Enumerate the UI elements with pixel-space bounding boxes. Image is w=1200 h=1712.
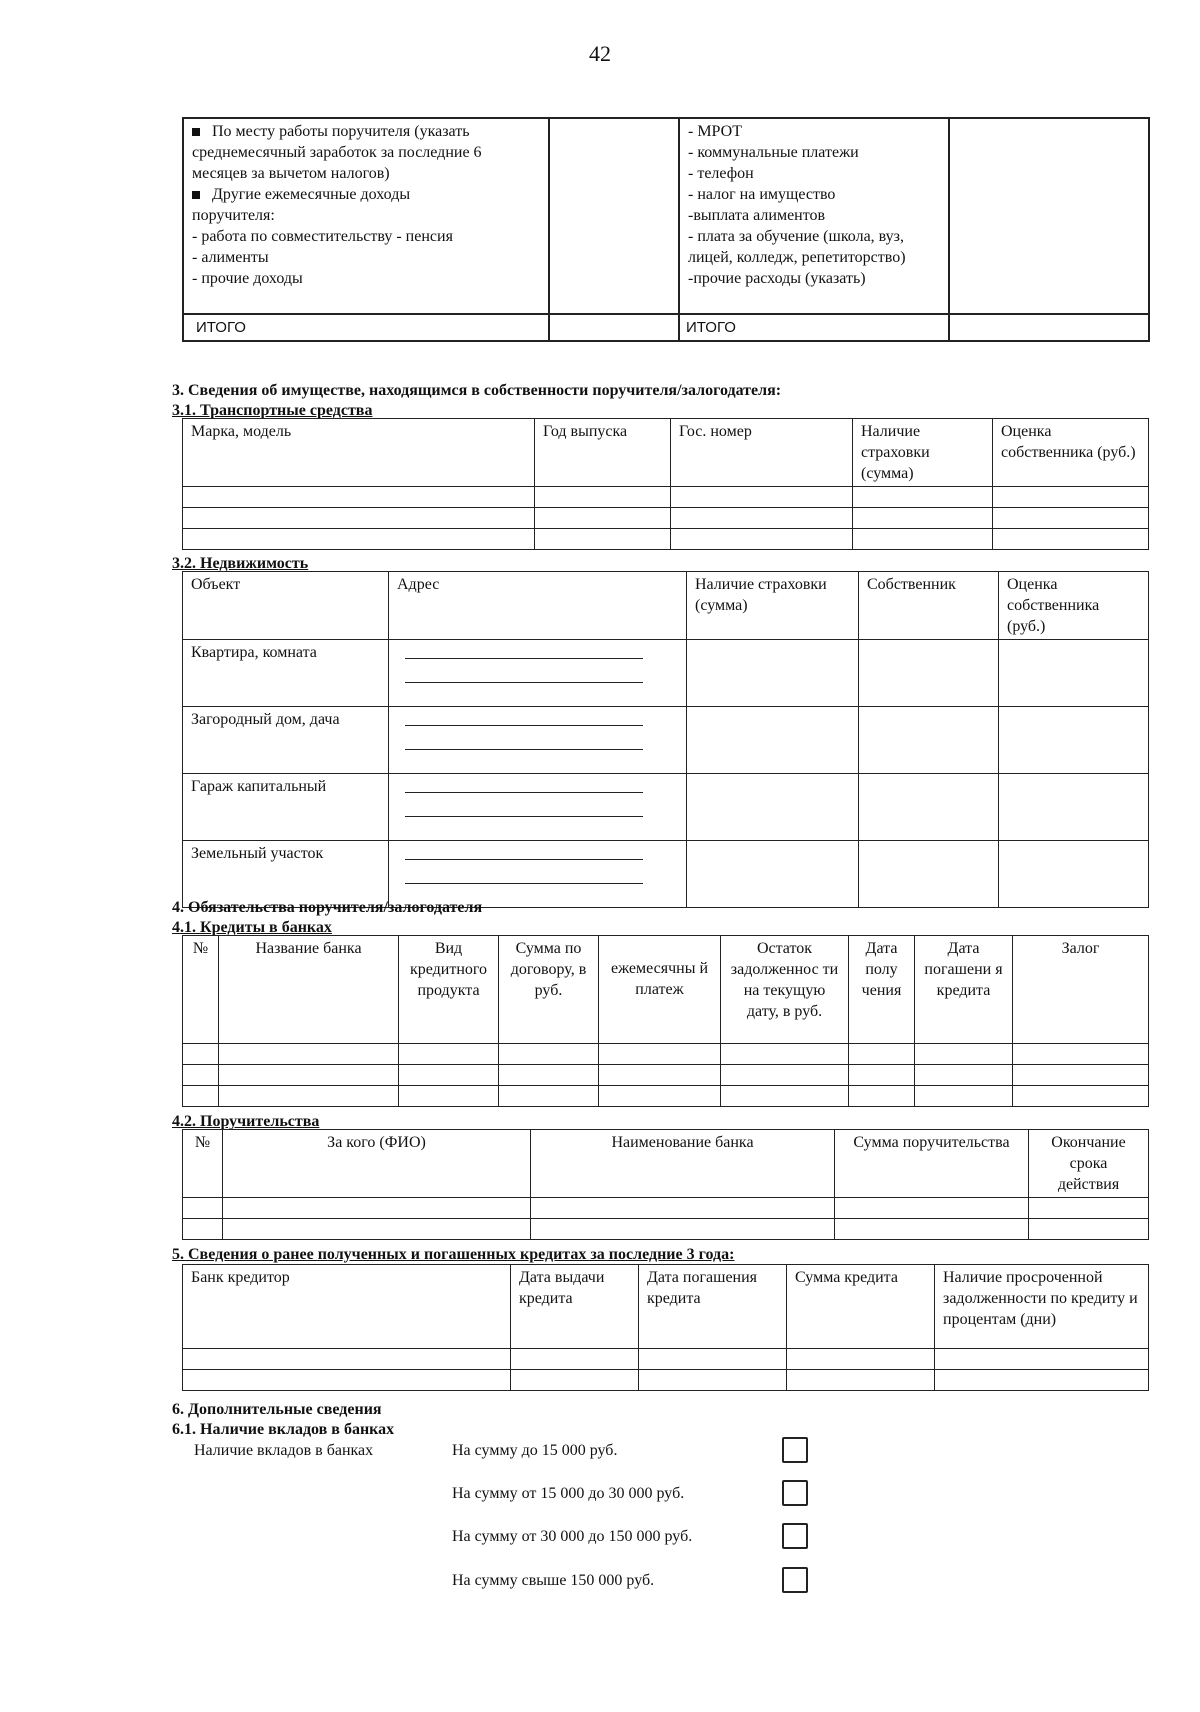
deposit-option-label: На сумму от 30 000 до 150 000 руб. [452, 1528, 693, 1545]
income-total-value[interactable] [549, 314, 679, 341]
table-cell[interactable] [1013, 1086, 1149, 1107]
table-cell[interactable] [935, 1349, 1149, 1370]
income-expense-table [182, 117, 1150, 342]
col-header: № [183, 936, 219, 1044]
address-cell[interactable] [389, 640, 687, 707]
vehicles-table [182, 418, 1149, 550]
table-row [183, 1349, 1149, 1370]
expense-line: лицей, колледж, репетиторство) [688, 249, 906, 266]
table-cell[interactable] [849, 1086, 915, 1107]
table-cell[interactable] [687, 841, 859, 908]
table-cell[interactable] [183, 487, 535, 508]
col-header: Наличие просроченной задолженности по кредиту и процентам (дни) [935, 1265, 1149, 1349]
table-cell[interactable] [499, 1086, 599, 1107]
expense-items-cell [679, 118, 949, 314]
col-header: Год выпуска [535, 419, 671, 487]
deposit-option-checkbox[interactable] [782, 1567, 808, 1593]
expense-line: - плата за обучение (школа, вуз, [688, 228, 904, 245]
table-cell[interactable] [999, 774, 1149, 841]
col-header: ежемесячны й платеж [599, 936, 721, 1044]
table-cell[interactable] [853, 529, 993, 550]
expense-amount-cell[interactable] [949, 118, 1149, 314]
col-header: Дата выдачи кредита [511, 1265, 639, 1349]
col-header: Адрес [389, 572, 687, 640]
deposit-option-checkbox[interactable] [782, 1437, 808, 1463]
income-line: По месту работы поручителя (указать [192, 121, 540, 142]
table-cell[interactable] [849, 1065, 915, 1086]
table-cell[interactable] [639, 1349, 787, 1370]
table-cell[interactable] [183, 1370, 511, 1391]
table-cell[interactable] [1013, 1044, 1149, 1065]
table-cell[interactable] [183, 508, 535, 529]
table-cell[interactable] [721, 1086, 849, 1107]
income-total-label: ИТОГО [183, 314, 549, 341]
table-cell[interactable] [1013, 1065, 1149, 1086]
expense-total-value[interactable] [949, 314, 1149, 341]
page-number: 42 [589, 41, 611, 66]
col-header: Сумма кредита [787, 1265, 935, 1349]
col-header: Остаток задолженнос ти на текущую дату, в руб. [721, 936, 849, 1044]
table-cell[interactable] [183, 1198, 223, 1219]
table-cell[interactable] [219, 1086, 399, 1107]
table-cell[interactable] [535, 529, 671, 550]
section-6-title: 6. Дополнительные сведения [172, 1401, 382, 1418]
table-cell[interactable] [531, 1219, 835, 1240]
col-header: Вид кредитного продукта [399, 936, 499, 1044]
address-cell[interactable] [389, 707, 687, 774]
col-header: Банк кредитор [183, 1265, 511, 1349]
table-cell[interactable] [183, 1086, 219, 1107]
section-5-title: 5. Сведения о ранее полученных и погашенных кредитах за последние 3 года: [172, 1246, 735, 1263]
col-header: За кого (ФИО) [223, 1130, 531, 1198]
table-cell[interactable] [993, 529, 1149, 550]
table-cell[interactable] [993, 508, 1149, 529]
income-line: - прочие доходы [192, 270, 303, 287]
income-sources-cell [183, 118, 549, 314]
expense-total-label: ИТОГО [679, 314, 949, 341]
bullet-icon [192, 128, 200, 136]
table-cell[interactable] [687, 640, 859, 707]
col-header: Сумма поручительства [835, 1130, 1029, 1198]
table-row [183, 707, 1149, 774]
table-cell[interactable] [219, 1065, 399, 1086]
realty-object-label: Гараж капитальный [183, 774, 389, 841]
col-header: Объект [183, 572, 389, 640]
table-cell[interactable] [853, 508, 993, 529]
table-cell[interactable] [687, 707, 859, 774]
expense-line: - налог на имущество [688, 186, 836, 203]
table-cell[interactable] [599, 1086, 721, 1107]
table-cell[interactable] [915, 1065, 1013, 1086]
col-header: Гос. номер [671, 419, 853, 487]
table-cell[interactable] [935, 1370, 1149, 1391]
table-cell[interactable] [1029, 1198, 1149, 1219]
realty-table [182, 571, 1149, 908]
table-cell[interactable] [399, 1044, 499, 1065]
table-cell[interactable] [183, 1065, 219, 1086]
table-cell[interactable] [183, 1349, 511, 1370]
table-cell[interactable] [183, 1044, 219, 1065]
table-row [183, 1044, 1149, 1065]
table-cell[interactable] [219, 1044, 399, 1065]
realty-object-label: Квартира, комната [183, 640, 389, 707]
table-row [183, 1065, 1149, 1086]
table-cell[interactable] [993, 487, 1149, 508]
past-credits-table [182, 1264, 1149, 1391]
table-row [183, 1086, 1149, 1107]
table-cell[interactable] [499, 1044, 599, 1065]
income-line: Другие ежемесячные доходы [192, 184, 540, 205]
col-header: Марка, модель [183, 419, 535, 487]
expense-line: - телефон [688, 165, 754, 182]
table-cell[interactable] [599, 1044, 721, 1065]
bullet-icon [192, 191, 200, 199]
income-line: поручителя: [192, 207, 275, 224]
deposits-row-label: Наличие вкладов в банках [194, 1442, 374, 1459]
table-cell[interactable] [639, 1370, 787, 1391]
table-cell[interactable] [859, 774, 999, 841]
table-cell[interactable] [853, 487, 993, 508]
section-3-2-title: 3.2. Недвижимость [172, 555, 309, 572]
table-cell[interactable] [859, 841, 999, 908]
table-cell[interactable] [399, 1065, 499, 1086]
col-header: Название банка [219, 936, 399, 1044]
table-cell[interactable] [183, 1219, 223, 1240]
col-header: Дата полу чения [849, 936, 915, 1044]
table-row [183, 1219, 1149, 1240]
deposit-option-label: На сумму до 15 000 руб. [452, 1442, 618, 1459]
table-cell[interactable] [787, 1349, 935, 1370]
table-cell[interactable] [999, 707, 1149, 774]
table-row [183, 640, 1149, 707]
col-header: Залог [1013, 936, 1149, 1044]
expense-line: - коммунальные платежи [688, 144, 859, 161]
income-line: месяцев за вычетом налогов) [192, 165, 390, 182]
table-cell[interactable] [599, 1065, 721, 1086]
table-cell[interactable] [535, 487, 671, 508]
deposit-option-label: На сумму от 15 000 до 30 000 руб. [452, 1485, 685, 1502]
income-line: - алименты [192, 249, 269, 266]
col-header: № [183, 1130, 223, 1198]
table-cell[interactable] [835, 1198, 1029, 1219]
col-header: Наименование банка [531, 1130, 835, 1198]
section-3-1-title: 3.1. Транспортные средства [172, 402, 373, 419]
table-row [183, 1370, 1149, 1391]
table-row [183, 529, 1149, 550]
realty-object-label: Загородный дом, дача [183, 707, 389, 774]
table-cell[interactable] [915, 1044, 1013, 1065]
section-4-title: 4. Обязательства поручителя/залогодателя [172, 899, 483, 916]
table-cell[interactable] [511, 1349, 639, 1370]
table-cell[interactable] [915, 1086, 1013, 1107]
table-cell[interactable] [999, 640, 1149, 707]
deposit-option-label: На сумму свыше 150 000 руб. [452, 1572, 655, 1589]
table-cell[interactable] [721, 1044, 849, 1065]
table-cell[interactable] [721, 1065, 849, 1086]
table-cell[interactable] [859, 640, 999, 707]
expense-line: - МРОТ [688, 123, 742, 140]
table-row [183, 487, 1149, 508]
income-line: - работа по совместительству - пенсия [192, 228, 453, 245]
col-header: Собственник [859, 572, 999, 640]
address-cell[interactable] [389, 774, 687, 841]
table-cell[interactable] [223, 1219, 531, 1240]
section-4-1-title: 4.1. Кредиты в банках [172, 919, 332, 936]
table-row [183, 774, 1149, 841]
col-header: Наличие страховки (сумма) [687, 572, 859, 640]
table-row [183, 508, 1149, 529]
col-header: Дата погашени я кредита [915, 936, 1013, 1044]
section-6-1-title: 6.1. Наличие вкладов в банках [172, 1421, 395, 1438]
col-header: Оценка собственника (руб.) [999, 572, 1149, 640]
table-cell[interactable] [671, 487, 853, 508]
guarantees-table [182, 1129, 1149, 1240]
table-cell[interactable] [223, 1198, 531, 1219]
col-header: Наличие страховки (сумма) [853, 419, 993, 487]
income-amount-cell[interactable] [549, 118, 679, 314]
col-header: Окончание срока действия [1029, 1130, 1149, 1198]
table-cell[interactable] [859, 707, 999, 774]
col-header: Сумма по договору, в руб. [499, 936, 599, 1044]
table-cell[interactable] [671, 508, 853, 529]
table-cell[interactable] [687, 774, 859, 841]
table-cell[interactable] [999, 841, 1149, 908]
col-header: Дата погашения кредита [639, 1265, 787, 1349]
table-cell[interactable] [1029, 1219, 1149, 1240]
credits-table [182, 935, 1149, 1107]
income-line: среднемесячный заработок за последние 6 [192, 144, 482, 161]
expense-line: -выплата алиментов [688, 207, 826, 224]
table-row [183, 1198, 1149, 1219]
table-cell[interactable] [183, 529, 535, 550]
table-cell[interactable] [787, 1370, 935, 1391]
table-cell[interactable] [399, 1086, 499, 1107]
deposit-option-checkbox[interactable] [782, 1480, 808, 1506]
table-cell[interactable] [849, 1044, 915, 1065]
deposit-option-checkbox[interactable] [782, 1523, 808, 1549]
col-header: Оценка собственника (руб.) [993, 419, 1149, 487]
expense-line: -прочие расходы (указать) [688, 270, 866, 287]
table-cell[interactable] [499, 1065, 599, 1086]
table-cell[interactable] [535, 508, 671, 529]
realty-object-label: Земельный участок [183, 841, 389, 908]
table-cell[interactable] [531, 1198, 835, 1219]
table-cell[interactable] [835, 1219, 1029, 1240]
section-4-2-title: 4.2. Поручительства [172, 1113, 320, 1130]
section-3-title: 3. Сведения об имуществе, находящимся в собственности поручителя/залогодателя: [172, 382, 782, 399]
table-cell[interactable] [671, 529, 853, 550]
table-cell[interactable] [511, 1370, 639, 1391]
